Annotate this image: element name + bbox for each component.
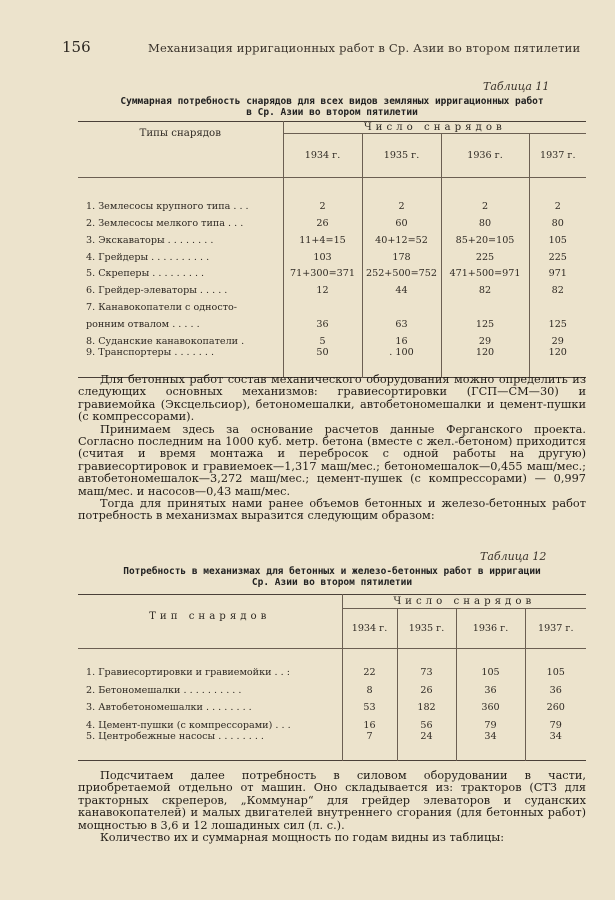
cell-value: 178: [362, 246, 441, 263]
row-label: 2. Землесосы мелкого типа . . .: [78, 212, 283, 229]
cell-value: 26: [397, 678, 456, 696]
cell-value: 16: [362, 330, 441, 347]
table11: [78, 121, 586, 378]
page-header: [62, 38, 595, 58]
table11-title-line1: Суммарная потребность снарядов для всех видов земляных ирригационных работ: [120, 96, 544, 107]
row-label: 2. Бетономешалки . . . . . . . . . .: [78, 678, 342, 696]
cell-value: 2: [441, 178, 529, 213]
table-row: [78, 246, 586, 263]
table12-title: [78, 566, 586, 588]
cell-value: 105: [456, 649, 525, 679]
cell-value: 22: [342, 649, 397, 679]
table-row: [78, 330, 586, 347]
table12: [78, 594, 586, 761]
cell-value: 225: [548, 251, 567, 263]
table-row: [78, 713, 586, 731]
cell-value: 36: [549, 684, 562, 696]
text-block-2: [78, 770, 586, 844]
cell-value: 29: [441, 330, 529, 347]
cell-value: 80: [441, 212, 529, 229]
table11-year-1936: 1936 г.: [441, 134, 529, 178]
cell-value: 71+300=371: [283, 263, 362, 280]
paragraph: Тогда для принятых нами ранее объемов бетонных и железо-бетонных работ потребность в механизмах выразится следующим образом:: [78, 497, 586, 523]
cell-value: 182: [397, 696, 456, 714]
table11-year-1934: 1934 г.: [283, 134, 362, 178]
table12-col-type: Тип снарядов: [78, 595, 342, 649]
cell-value: 12: [283, 279, 362, 296]
cell-value: 85+20=105: [441, 229, 529, 246]
cell-value: 8: [342, 678, 397, 696]
cell-value: 60: [362, 212, 441, 229]
paragraph: Для бетонных работ состав механического оборудования можно определить из следующих основных механизмов: гравиесортировки (ГСП—СМ—30) и гравиемойка (Эксцельсиор), бетономешалки, автобетономешалки и цемент-пушки (с компрессорами).: [78, 373, 586, 424]
page-number: 156: [62, 38, 91, 56]
row-label: 5. Центробежные насосы . . . . . . . .: [78, 731, 342, 761]
row-label: 9. Транспортеры . . . . . . .: [78, 347, 283, 378]
cell-value: 5: [283, 330, 362, 347]
table12-year-1937: 1937 г.: [537, 623, 574, 634]
cell-value: 125: [548, 318, 567, 330]
cell-value: 225: [441, 246, 529, 263]
row-label: 4. Цемент-пушки (с компрессорами) . . .: [78, 713, 342, 731]
row-label: 1. Землесосы крупного типа . . .: [78, 178, 283, 213]
table11-col-group: Число снарядов: [283, 122, 586, 134]
table12-year-1935: 1935 г.: [397, 609, 456, 649]
table11-year-1935: 1935 г.: [362, 134, 441, 178]
cell-value: 252+500=752: [362, 263, 441, 280]
cell-value: 2: [362, 178, 441, 213]
row-label: ронним отвалом . . . . .: [78, 313, 283, 330]
cell-value: 36: [283, 313, 362, 330]
cell-value: 971: [548, 268, 567, 280]
row-label: 3. Экскаваторы . . . . . . . .: [78, 229, 283, 246]
cell-value: 471+500=971: [441, 263, 529, 280]
cell-value: 29: [551, 335, 564, 347]
table12-title-line2: Ср. Азии во втором пятилетии: [251, 577, 413, 588]
cell-value: 79: [456, 713, 525, 731]
table12-label: Таблица 12: [480, 550, 547, 563]
cell-value: 16: [342, 713, 397, 731]
cell-value: 82: [551, 285, 564, 297]
cell-value: 2: [554, 201, 561, 213]
table12-year-1936: 1936 г.: [456, 609, 525, 649]
row-label: 4. Грейдеры . . . . . . . . . .: [78, 246, 283, 263]
cell-value: 53: [342, 696, 397, 714]
table-row: [78, 678, 586, 696]
row-label: 1. Гравиесортировки и гравиемойки . . :: [78, 649, 342, 679]
table-row: [78, 279, 586, 296]
table-row: [78, 696, 586, 714]
row-label: 8. Суданские канавокопатели .: [78, 330, 283, 347]
cell-value: [362, 296, 441, 313]
cell-value: 360: [456, 696, 525, 714]
cell-value: 7: [342, 731, 397, 761]
row-label: 3. Автобетономешалки . . . . . . . .: [78, 696, 342, 714]
table12-col-group: Число снарядов: [342, 595, 586, 609]
table11-label: Таблица 11: [483, 80, 550, 93]
cell-value: 120: [441, 347, 529, 378]
paragraph: Принимаем здесь за основание расчетов данные Ферганского проекта. Согласно последним на 1000 куб. метр. бетона (вместе с жел.-бетоном) приходится (считая и время монтажа и перебросок с одной работы на другую) гравиесортировок и гравиемоек—1,317 маш/мес.; бетономешалок—0,455 маш/мес.; автобетономешалок—3,272 маш/мес.; цемент-пушек (с компрессорами) — 0,997 маш/мес. и насосов—0,43 маш/мес.: [78, 422, 586, 498]
cell-value: 34: [456, 731, 525, 761]
cell-value: 11+4=15: [283, 229, 362, 246]
cell-value: 260: [546, 702, 565, 713]
row-label: 6. Грейдер-элеваторы . . . . .: [78, 279, 283, 296]
table-row: [78, 649, 586, 679]
cell-value: 26: [283, 212, 362, 229]
cell-value: 36: [456, 678, 525, 696]
cell-value: . 100: [362, 347, 441, 378]
cell-value: 63: [362, 313, 441, 330]
cell-value: 40+12=52: [362, 229, 441, 246]
cell-value: 73: [397, 649, 456, 679]
paragraph: Количество их и суммарная мощность по годам видны из таблицы:: [100, 831, 505, 845]
table-row: [78, 731, 586, 761]
cell-value: 103: [283, 246, 362, 263]
table11-col-type: Типы снарядов: [78, 122, 283, 178]
cell-value: 125: [441, 313, 529, 330]
cell-value: [441, 296, 529, 313]
running-title: Механизация ирригационных работ в Ср. Азии во втором пятилетии: [148, 41, 581, 55]
cell-value: 120: [548, 346, 567, 358]
cell-value: 105: [548, 234, 567, 246]
cell-value: [283, 296, 362, 313]
table-row: [78, 212, 586, 229]
cell-value: 24: [397, 731, 456, 761]
cell-value: 82: [441, 279, 529, 296]
table-row: [78, 296, 586, 313]
table11-year-1937: 1937 г.: [539, 150, 576, 161]
cell-value: 105: [546, 667, 565, 678]
table12-title-line1: Потребность в механизмах для бетонных и железо-бетонных работ в ирригации: [123, 566, 541, 577]
table-row: [78, 229, 586, 246]
table11-title-line2: в Ср. Азии во втором пятилетии: [246, 107, 418, 118]
cell-value: 79: [549, 719, 562, 731]
row-label: 5. Скреперы . . . . . . . . .: [78, 263, 283, 280]
cell-value: [529, 296, 586, 313]
cell-value: 2: [283, 178, 362, 213]
table12-year-1934: 1934 г.: [342, 609, 397, 649]
row-label: 7. Канавокопатели с односто-: [78, 296, 283, 313]
cell-value: 34: [549, 730, 562, 742]
cell-value: 44: [362, 279, 441, 296]
table-row: [78, 178, 586, 213]
table-row: [78, 313, 586, 330]
paragraph: Подсчитаем далее потребность в силовом оборудовании в части, приобретаемой отдельно от машин. Оно складывается из: тракторов (СТЗ для тракторных скреперов, „Коммунар“ для грейдер элеваторов и суданских канавокопателей) и малых двигателей внутреннего сгорания (для бетонных работ) мощностью в 3,6 и 12 лошадиных сил (л. с.).: [78, 769, 586, 832]
cell-value: 80: [551, 218, 564, 230]
cell-value: 56: [397, 713, 456, 731]
text-block-1: [78, 374, 586, 523]
cell-value: 50: [283, 347, 362, 378]
table-row: [78, 263, 586, 280]
table11-title: [78, 96, 586, 118]
